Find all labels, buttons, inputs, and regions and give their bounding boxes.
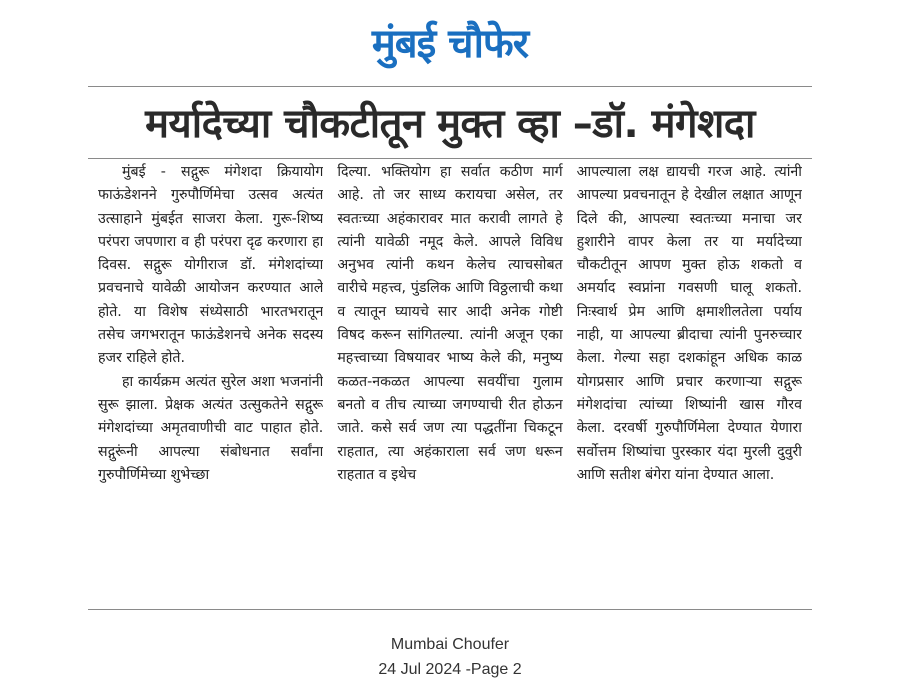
- article-column-1: [98, 161, 323, 601]
- article-body: [98, 161, 802, 601]
- headline-divider: [88, 158, 812, 159]
- article-column-2: [337, 161, 562, 601]
- article-headline: मर्यादेच्या चौकटीतून मुक्त व्हा –डॉ. मंगेशदा: [145, 101, 755, 147]
- article-column-3: [577, 161, 802, 601]
- article-paragraph: हा कार्यक्रम अत्यंत सुरेल अशा भजनांनी सुरू झाला. प्रेक्षक अत्यंत उत्सुकतेने सद्गुरू मंगेशदांच्या अमृतवाणीची वाट पाहात होते. सद्गुरूंनी आपल्या संबोधनात सर्वांना गुरुपौर्णिमेच्या शुभेच्छा: [98, 373, 324, 483]
- footer-date-page: 24 Jul 2024 -Page 2: [378, 661, 522, 678]
- page-footer: [0, 632, 900, 682]
- masthead-logo: [0, 14, 900, 69]
- article-paragraph: आपल्याला लक्ष द्यायची गरज आहे. त्यांनी आपल्या प्रवचनातून हे देखील लक्षात आणून दिले की, आपल्या स्वतःच्या मनाचा जर हुशारीने वापर केला तर या मर्यादेच्या चौकटीतून आपण मुक्त होऊ शकतो व अमर्याद स्वप्नांना गवसणी घालू शकतो. निःस्वार्थ प्रेम आणि क्षमाशीलतेला पर्याय नाही, या आपल्या ब्रीदाचा त्यांनी पुनरुच्चार केला. गेल्या सहा दशकांहून अधिक काळ योगप्रसार आणि प्रचार करणाऱ्या सद्गुरू मंगेशदांचा त्यांच्या शिष्यांनी खास गौरव केला. दरवर्षी गुरुपौर्णिमेला देण्यात येणारा सर्वोत्तम शिष्यांचा पुरस्कार यंदा मुरली दुवुरी आणि सतीश बंगेरा यांना देण्यात आला.: [576, 164, 802, 483]
- masthead-title: मुंबई चौफेर: [371, 21, 529, 67]
- footer-publication: Mumbai Choufer: [390, 636, 510, 653]
- top-divider: [88, 86, 812, 87]
- bottom-divider: [88, 609, 812, 610]
- article-paragraph: दिल्या. भक्तियोग हा सर्वात कठीण मार्ग आहे. तो जर साध्य करायचा असेल, तर स्वतःच्या अहंकारावर मात करावी लागते हे त्यांनी यावेळी नमूद केले. आपले विविध अनुभव त्यांनी कथन केलेच त्याचसोबत वारीचे महत्त्व, पुंडलिक आणि विठ्ठलाची कथा व त्यातून घ्यायचे सार आदी अनेक गोष्टी विषद करून सांगितल्या. त्यांनी अजून एका महत्त्वाच्या विषयावर भाष्य केले की, मनुष्य कळत-नकळत आपल्या सवयींचा गुलाम बनतो व तीच त्याच्या जगण्याची रीत होऊन जाते. कसे सर्व जण त्या पद्धतींना चिकटून राहतात, त्या अहंकाराला सर्व जण धरून राहतात व इथेच: [337, 164, 563, 483]
- article-paragraph: मुंबई - सद्गुरू मंगेशदा क्रियायोग फाऊंडेशनने गुरुपौर्णिमेचा उत्सव अत्यंत उत्साहाने मुंबईत साजरा केला. गुरू-शिष्य परंपरा जपणारा व ही परंपरा दृढ करणारा हा दिवस. सद्गुरू योगीराज डॉ. मंगेशदांच्या प्रवचनाचे यावेळी आयोजन करण्यात आले होते. या विशेष संध्येसाठी भारतभरातून तसेच जगभरातून फाऊंडेशनचे अनेक सदस्य हजर राहिले होते.: [98, 164, 324, 367]
